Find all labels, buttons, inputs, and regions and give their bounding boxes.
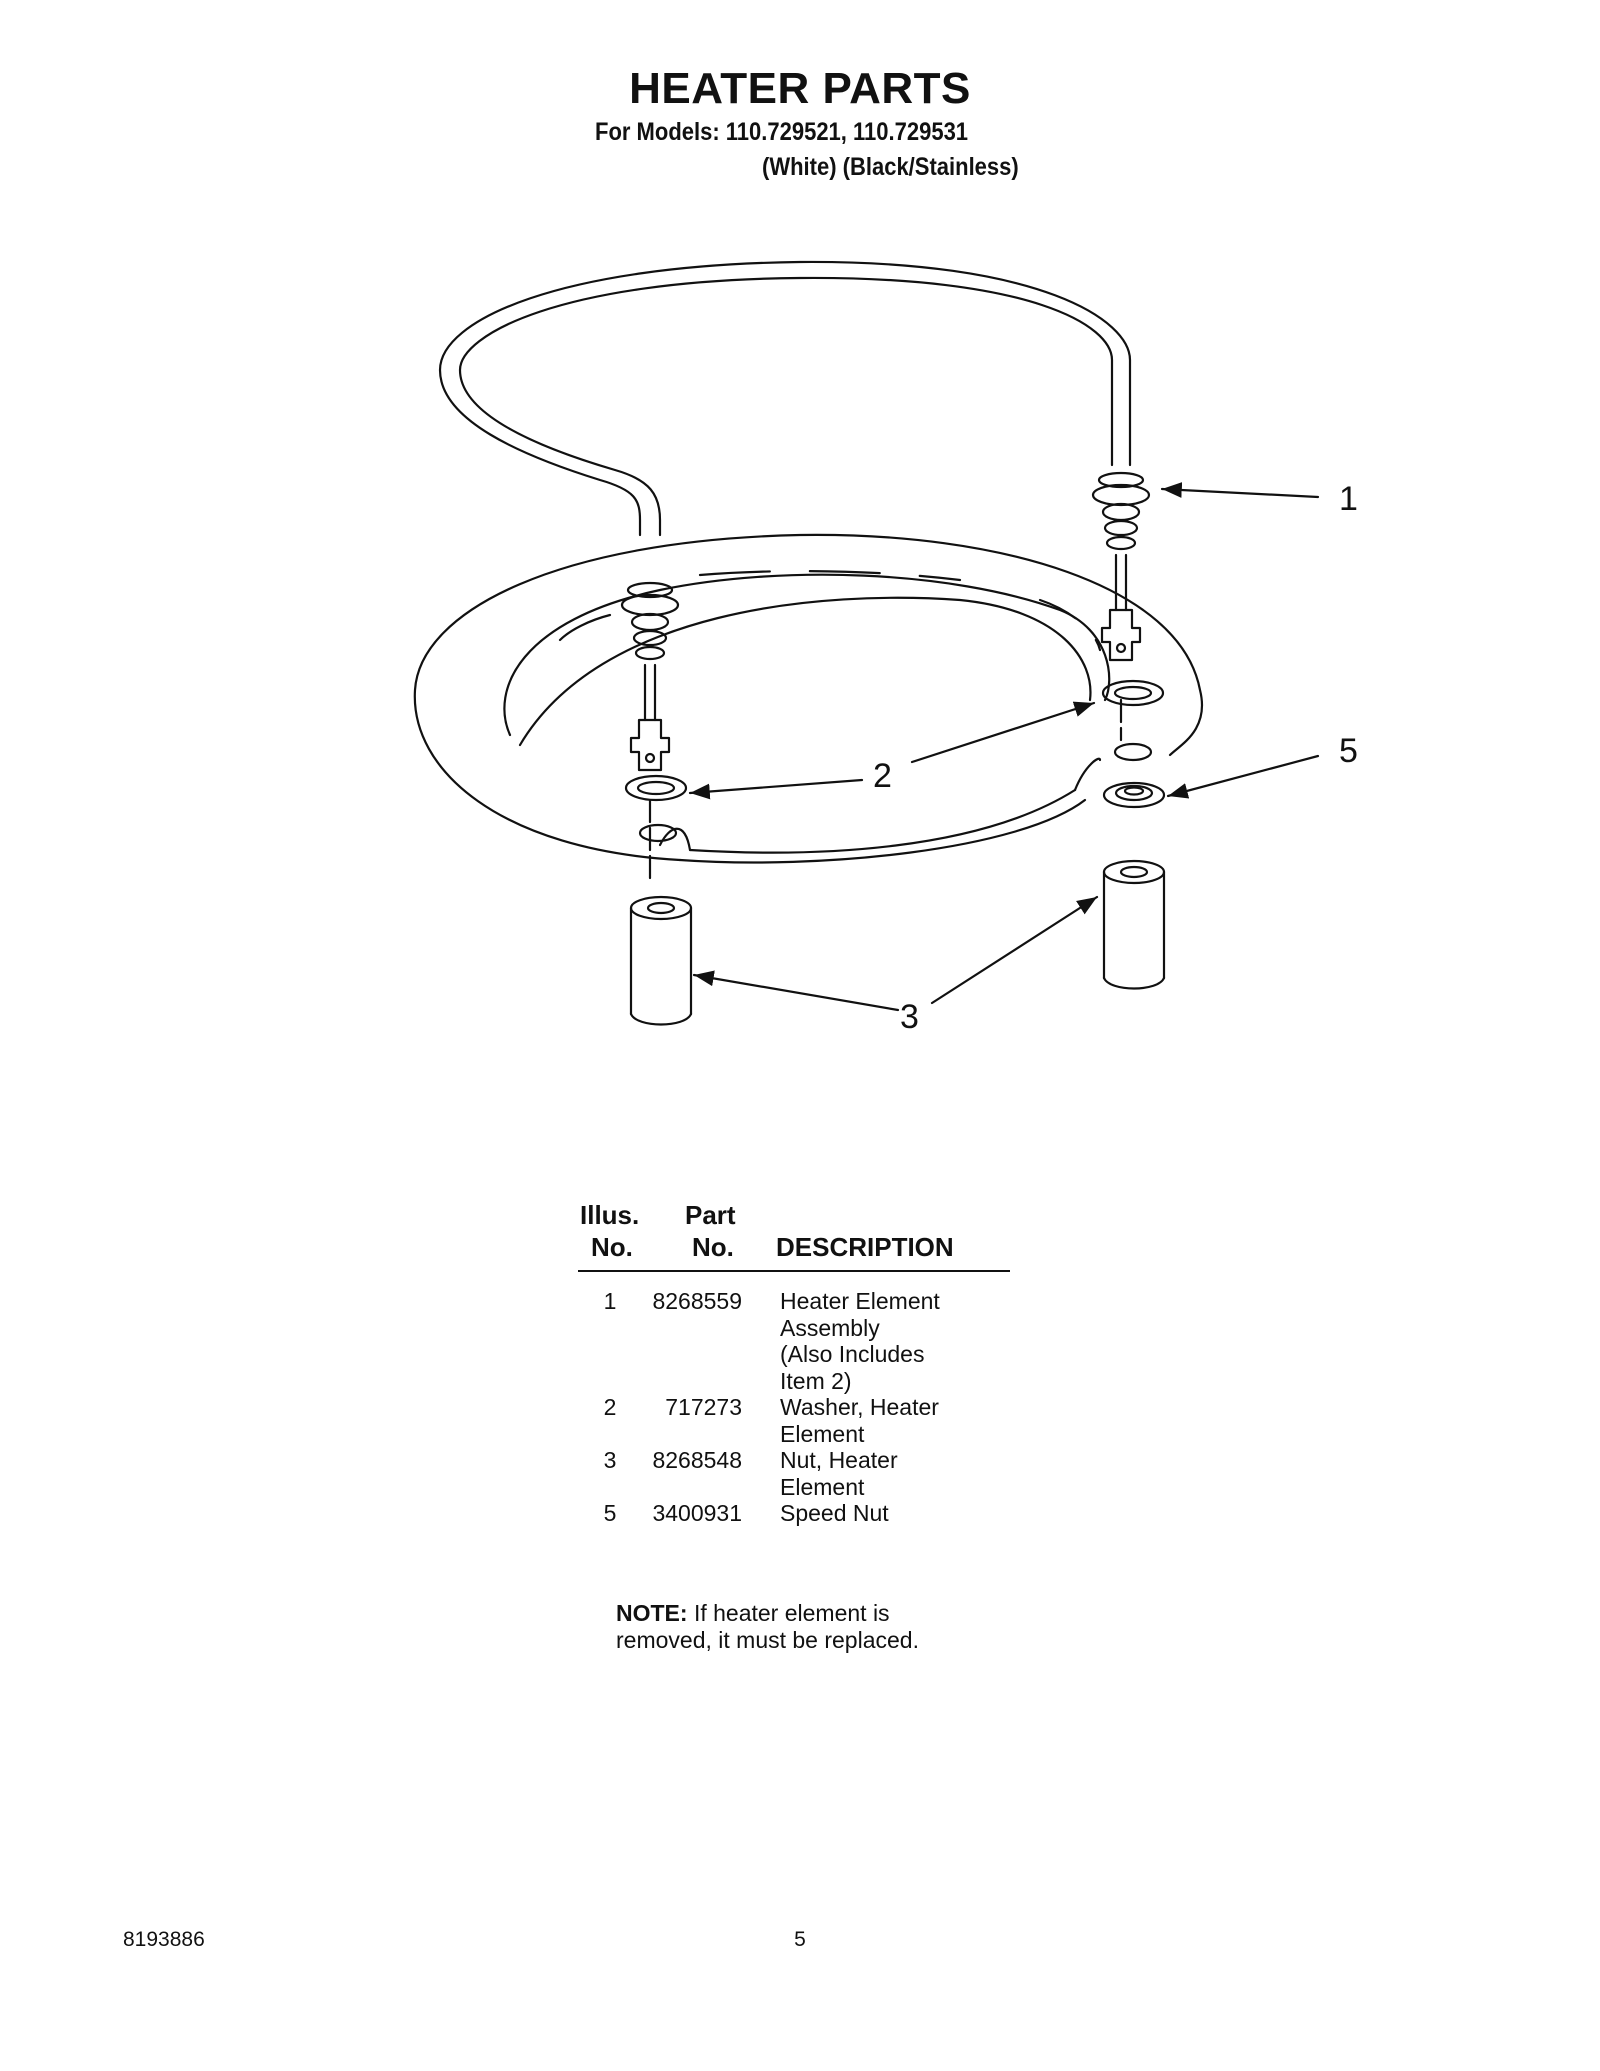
illus-number: 5: [603, 1500, 617, 1526]
description-line: Washer, Heater: [780, 1394, 939, 1420]
illus-number: 2: [603, 1394, 617, 1420]
description-line: Speed Nut: [780, 1500, 889, 1526]
part-header-bottom: No.: [692, 1232, 734, 1262]
note: [616, 1600, 919, 1653]
models-line: For Models: 110.729521, 110.729531: [595, 118, 969, 146]
description: [780, 1394, 1010, 1447]
page-title: HEATER PARTS: [629, 64, 971, 113]
part-number: 3400931: [652, 1500, 742, 1526]
part-number: 8268548: [652, 1447, 742, 1473]
description-line: Element: [780, 1473, 865, 1500]
table-row: [580, 1500, 1010, 1527]
description: [780, 1500, 1010, 1527]
table-row: [580, 1288, 1010, 1394]
part-header-top: Part: [685, 1200, 736, 1230]
illus-number: 1: [603, 1288, 617, 1314]
heater-element: [440, 262, 1149, 770]
callout-1: 1: [1339, 480, 1358, 518]
description-header: DESCRIPTION: [776, 1232, 954, 1262]
description: [780, 1288, 1010, 1394]
description: [780, 1447, 1010, 1500]
table-row: [580, 1394, 1010, 1447]
description-line: Assembly: [780, 1314, 880, 1341]
description-line: Element: [780, 1420, 865, 1447]
illus-header-bottom: No.: [591, 1232, 633, 1262]
speed-nut: [1104, 783, 1164, 807]
nut-left: [631, 897, 691, 1025]
callout-3: 3: [900, 998, 919, 1036]
note-text-line1: If heater element is: [687, 1600, 890, 1626]
description-line: Item 2): [780, 1367, 852, 1394]
callout-2: 2: [873, 757, 892, 795]
parts-table-header: [575, 1200, 1010, 1270]
tub-ring: [415, 535, 1202, 863]
nut-right: [1104, 861, 1164, 989]
note-text-line2: removed, it must be replaced.: [616, 1626, 919, 1653]
washer-right: [1103, 681, 1163, 705]
washer-left: [626, 776, 686, 800]
illus-number: 3: [603, 1447, 617, 1473]
header-rule: [578, 1270, 1010, 1272]
variants-line: (White) (Black/Stainless): [762, 153, 1019, 181]
part-number: 8268559: [652, 1288, 742, 1314]
parts-list: [580, 1288, 1010, 1527]
part-number: 717273: [665, 1394, 742, 1420]
illus-header-top: Illus.: [580, 1200, 640, 1230]
description-line: (Also Includes: [780, 1341, 925, 1367]
note-label: NOTE:: [616, 1600, 688, 1626]
description-line: Nut, Heater: [780, 1447, 898, 1473]
table-row: [580, 1447, 1010, 1500]
description-line: Heater Element: [780, 1288, 940, 1314]
page-number: 5: [794, 1928, 806, 1951]
callout-5: 5: [1339, 732, 1358, 770]
document-number: 8193886: [123, 1928, 205, 1951]
